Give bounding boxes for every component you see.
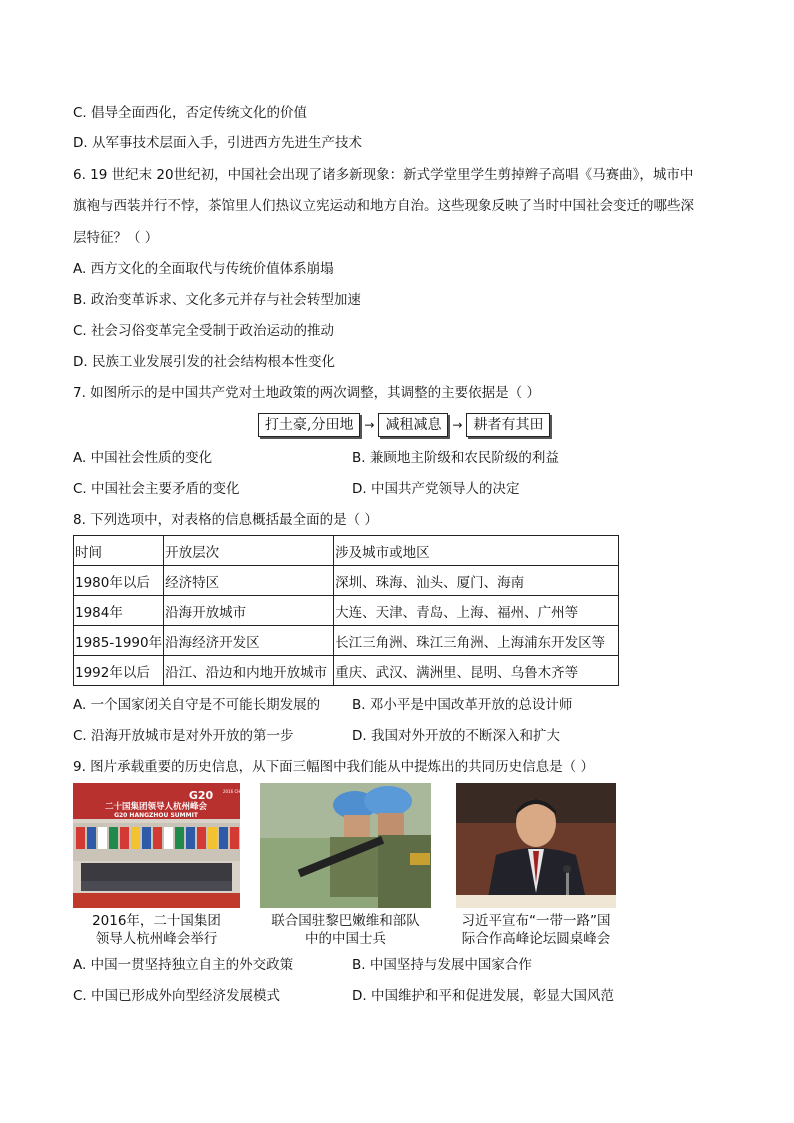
q9-option-d: D. 中国维护和平和促进发展，彰显大国风范 [352,988,614,1004]
un-peacekeepers-photo [260,783,431,908]
q6-stem-line-3: 层特征？（ ） [73,230,159,246]
table-header-cell: 开放层次 [164,536,334,566]
flow-arrow-2: → [452,418,463,432]
q8-stem: 8. 下列选项中，对表格的信息概括最全面的是（ ） [73,512,378,528]
q9-option-c: C. 中国已形成外向型经济发展模式 [73,988,281,1004]
q8-option-c: C. 沿海开放城市是对外开放的第一步 [73,728,294,744]
table-cell: 沿江、沿边和内地开放城市 [164,656,334,686]
q7-stem: 7. 如图所示的是中国共产党对土地政策的两次调整，其调整的主要依据是（ ） [73,385,540,401]
photo2-caption-line-1: 联合国驻黎巴嫩维和部队 [271,913,420,929]
flags-row [73,823,240,861]
photo3-caption-line-2: 际合作高峰论坛圆桌峰会 [461,931,611,947]
table-header-cell: 时间 [74,536,164,566]
table-cell: 1985-1990年 [74,626,164,656]
land-policy-flow-diagram [258,413,550,437]
table-header-cell: 涉及城市或地区 [334,536,619,566]
g20-banner-chinese: 二十国集团领导人杭州峰会 [104,802,208,812]
photo3-caption-line-1: 习近平宣布“一带一路”国 [461,913,611,929]
flow-step-1: 打土豪,分田地 [258,413,360,437]
q7-option-b: B. 兼顾地主阶级和农民阶级的利益 [352,450,559,466]
flow-step-3: 耕者有其田 [466,413,550,437]
photo1-caption-line-2: 领导人杭州峰会举行 [95,931,218,947]
flow-step-2: 减租减息 [378,413,448,437]
q6-stem-line-2: 旗袍与西装并行不悖，茶馆里人们热议立宪运动和地方自治。这些现象反映了当时中国社会变迁的哪些深 [73,198,694,214]
table-row [74,566,619,596]
g20-summit-photo [73,783,248,908]
forum-speaker-illustration [456,783,616,908]
flow-arrow-1: → [364,418,375,432]
table-cell: 深圳、珠海、汕头、厦门、海南 [334,566,619,596]
g20-summit-illustration [73,783,248,908]
q8-option-b: B. 邓小平是中国改革开放的总设计师 [352,697,573,713]
q6-option-c: C. 社会习俗变革完全受制于政治运动的推动 [73,323,335,339]
q9-option-a: A. 中国一贯坚持独立自主的外交政策 [73,957,294,973]
table-cell: 1992年以后 [74,656,164,686]
q7-option-d: D. 中国共产党领导人的决定 [352,481,520,497]
table-header-row [74,536,619,566]
table-row [74,626,619,656]
q6-option-a: A. 西方文化的全面取代与传统价值体系崩塌 [73,261,334,277]
q8-option-a: A. 一个国家闭关自守是不可能长期发展的 [73,697,321,713]
table-row [74,596,619,626]
opening-up-table [73,535,619,686]
g20-logo-subtext: 2016 CHINA [223,789,248,794]
leaders-group [81,863,232,891]
q9-option-b: B. 中国坚持与发展中国家合作 [352,957,532,973]
photo1-caption-line-1: 2016年，二十国集团 [92,913,221,929]
photo2-caption-line-2: 中的中国士兵 [305,931,386,947]
q5-option-d: D. 从军事技术层面入手，引进西方先进生产技术 [73,135,362,151]
table-cell: 经济特区 [164,566,334,596]
table-cell: 沿海经济开发区 [164,626,334,656]
q6-option-d: D. 民族工业发展引发的社会结构根本性变化 [73,354,335,370]
q5-option-c: C. 倡导全面西化，否定传统文化的价值 [73,105,308,121]
table-cell: 1984年 [74,596,164,626]
table-cell: 1980年以后 [74,566,164,596]
table-row [74,656,619,686]
belt-and-road-forum-photo [456,783,616,908]
table-cell: 沿海开放城市 [164,596,334,626]
table-cell: 大连、天津、青岛、上海、福州、广州等 [334,596,619,626]
q8-option-d: D. 我国对外开放的不断深入和扩大 [352,728,560,744]
g20-banner-english: G20 HANGZHOU SUMMIT [114,812,198,819]
q7-option-c: C. 中国社会主要矛盾的变化 [73,481,240,497]
q7-option-a: A. 中国社会性质的变化 [73,450,213,466]
table-cell: 长江三角洲、珠江三角洲、上海浦东开发区等 [334,626,619,656]
q6-option-b: B. 政治变革诉求、文化多元并存与社会转型加速 [73,292,361,308]
peacekeepers-illustration [260,783,431,908]
q6-stem-line-1: 6. 19 世纪末 20世纪初，中国社会出现了诸多新现象：新式学堂里学生剪掉辫子高唱《马赛曲》，城市中 [73,167,694,183]
g20-logo-text: G20 [188,789,214,802]
table-cell: 重庆、武汉、满洲里、昆明、乌鲁木齐等 [334,656,619,686]
q9-stem: 9. 图片承载重要的历史信息，从下面三幅图中我们能从中提炼出的共同历史信息是（ ） [73,759,594,775]
